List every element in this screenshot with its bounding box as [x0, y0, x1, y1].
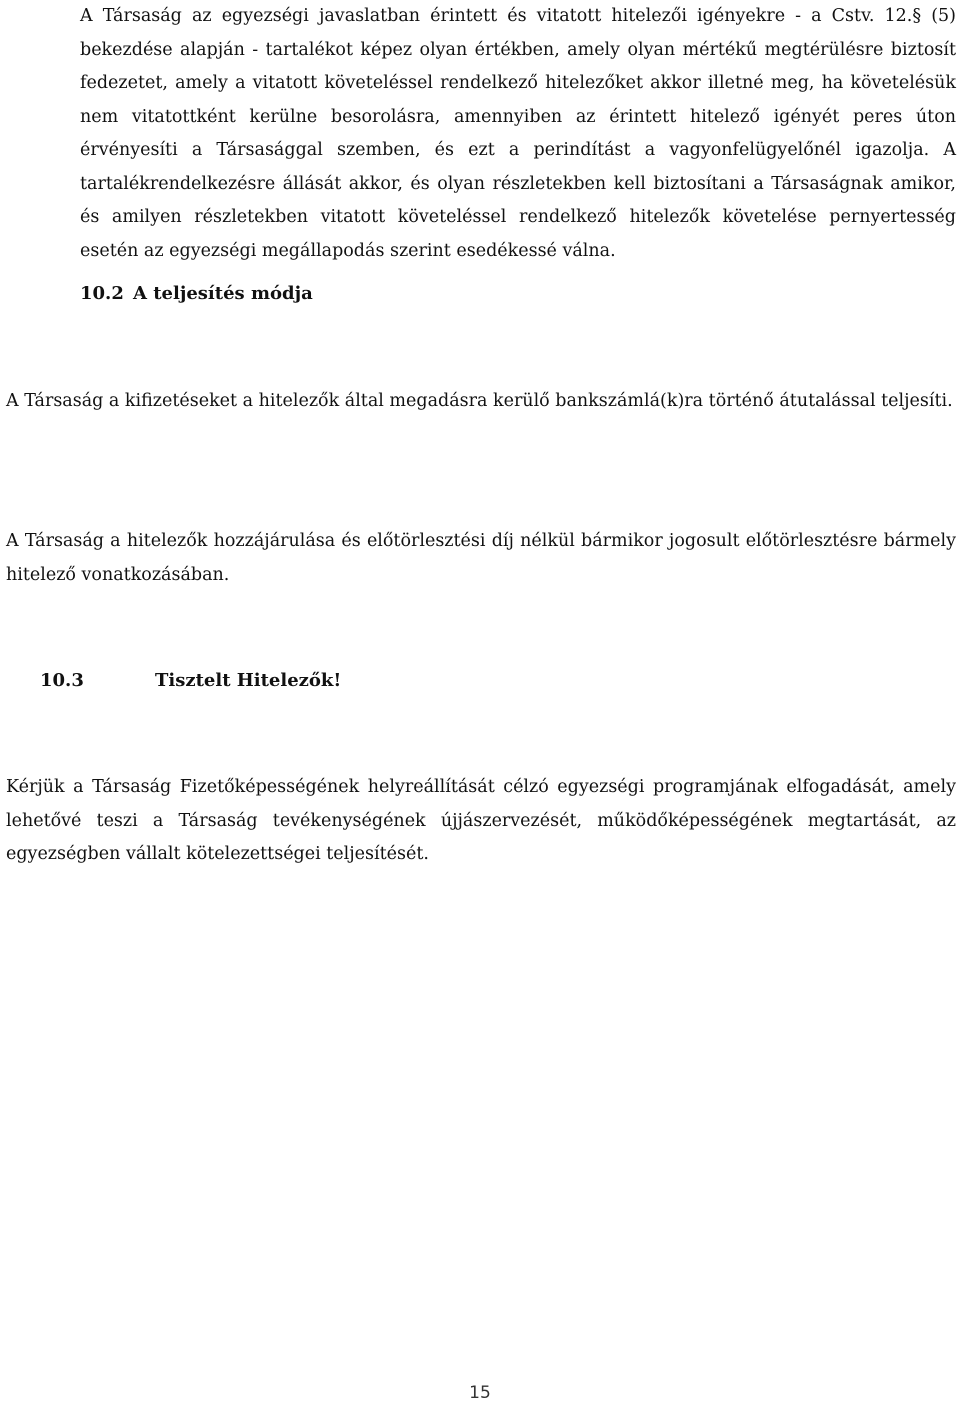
section-number: 10.2 — [80, 283, 124, 304]
section-title: A teljesítés módja — [133, 283, 313, 304]
section-title: Tisztelt Hitelezők! — [155, 670, 342, 691]
section-number: 10.3 — [40, 670, 84, 691]
paragraph-reserve-provision: A Társaság az egyezségi javaslatban érintett és vitatott hitelezői igényekre - a Cstv. 12.§ (5) bekezdése alapján - tartalékot képez olyan értékben, amely olyan mértékű megtérülésre biztosít fedezetet, amely a vitatott követeléssel rendelkező hitelezőket akkor illetné meg, ha követelésük nem vitatottként kerülne besorolásra, amennyiben az érintett hitelező igényét peres úton érvényesíti a Társasággal szemben, és ezt a perindítást a vagyonfelügyelőnél igazolja. A tartalékrendelkezésre állását akkor, és olyan részletekben kell biztosítani a Társaságnak amikor, és amilyen részletekben vitatott követeléssel rendelkező hitelezők követelése pernyertesség esetén az egyezségi megállapodás szerint esedékessé válna. — [80, 6, 956, 261]
paragraph-prepayment: A Társaság a hitelezők hozzájárulása és előtörlesztési díj nélkül bármikor jogosult előtörlesztésre bármely hitelező vonatkozásában. — [6, 531, 956, 585]
paragraph-request-to-creditors: Kérjük a Társaság Fizetőképességének helyreállítását célzó egyezségi programjának elfogadását, amely lehetővé teszi a Társaság tevékenységének újjászervezését, működőképességének megtartását, az egyezségben vállalt kötelezettségei teljesítését. — [6, 777, 956, 864]
page-number: 15 — [469, 1383, 491, 1403]
paragraph-payment-method: A Társaság a kifizetéseket a hitelezők által megadásra kerülő bankszámlá(k)ra történő átutalással teljesíti. — [6, 391, 953, 411]
